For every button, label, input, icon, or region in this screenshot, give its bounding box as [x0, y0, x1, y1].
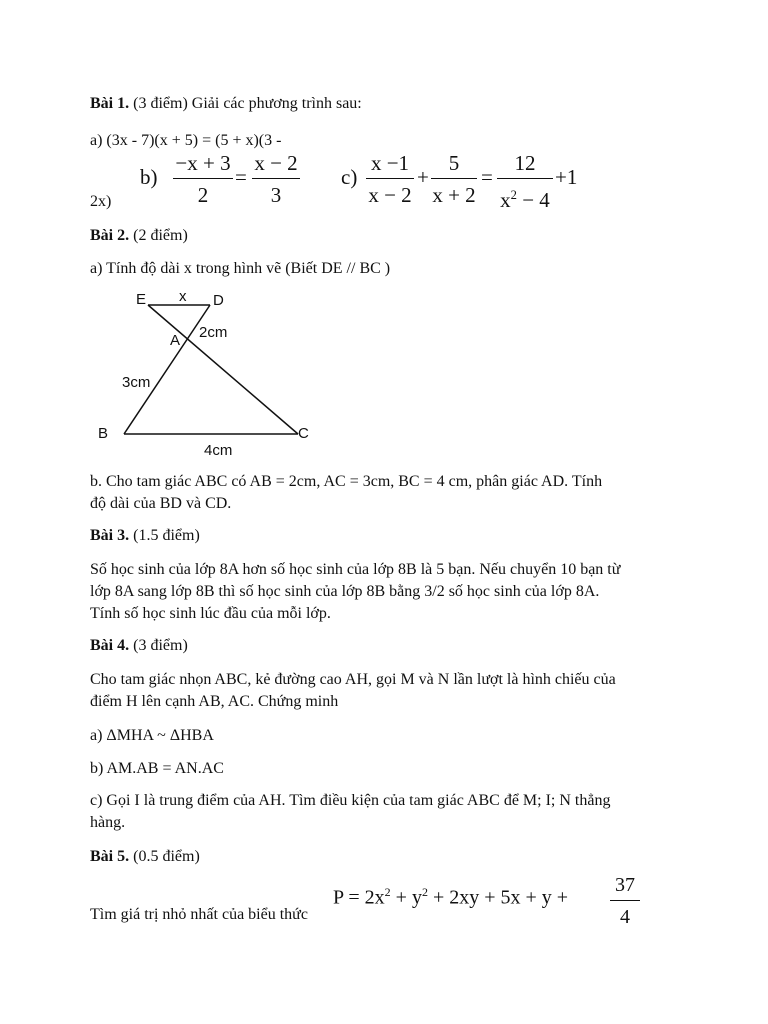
- text-line: điểm H lên cạnh AB, AC. Chứng minh: [90, 693, 339, 710]
- bai5-text: Tìm giá trị nhỏ nhất của biểu thức: [90, 906, 308, 923]
- text-line: hàng.: [90, 814, 126, 831]
- bai2-a-text: a) Tính độ dài x trong hình vẽ (Biết DE // BC ): [90, 260, 391, 277]
- bai3-title: Bài 3.: [90, 527, 130, 544]
- fraction-denominator: x + 2: [432, 183, 476, 207]
- fraction-denominator: 2: [197, 183, 209, 207]
- denominator-exponent: 2: [510, 188, 517, 202]
- fraction-numerator: 12: [497, 150, 553, 179]
- exponent: 2: [384, 885, 391, 899]
- bai5-title: Bài 5.: [90, 848, 130, 865]
- fraction-numerator: 37: [610, 872, 640, 901]
- text-line: Cho tam giác nhọn ABC, kẻ đường cao AH, gọi M và N lần lượt là hình chiếu của: [90, 671, 616, 688]
- bai1-c-tail: +1: [555, 165, 578, 189]
- bai1-b-label: b): [140, 165, 158, 189]
- segment-DB: [124, 305, 210, 434]
- bai3-heading: [90, 526, 200, 546]
- point-label-C: C: [298, 425, 309, 442]
- bai4-b: b) AM.AB = AN.AC: [90, 760, 224, 777]
- bai4-paragraph: [90, 669, 680, 713]
- bai1-a-continuation: 2x): [90, 193, 112, 210]
- point-label-E: E: [136, 291, 147, 308]
- fraction-denominator: 4: [620, 906, 630, 928]
- point-label-D: D: [213, 292, 224, 309]
- bai5-fraction: [610, 872, 640, 930]
- bai1-title: Bài 1.: [90, 95, 130, 112]
- expression-part: + 2xy + 5x + y +: [427, 886, 569, 909]
- bai5-heading: [90, 847, 200, 867]
- equals-sign: =: [481, 165, 493, 189]
- length-label-AD: 2cm: [199, 324, 228, 341]
- bai2-b-paragraph: [90, 471, 680, 515]
- bai5-expression: [333, 885, 568, 910]
- fraction-denominator: x − 2: [368, 183, 412, 207]
- bai4-heading: [90, 636, 188, 656]
- text-line: lớp 8A sang lớp 8B thì số học sinh của lớp 8B bằng 3/2 số học sinh của lớp 8A.: [90, 583, 600, 600]
- bai4-c-paragraph: [90, 790, 680, 834]
- bai1-a-text: a) (3x - 7)(x + 5) = (5 + x)(3 -: [90, 132, 282, 149]
- expression-part: P = 2x: [333, 886, 385, 909]
- text-line: b. Cho tam giác ABC có AB = 2cm, AC = 3cm, BC = 4 cm, phân giác AD. Tính: [90, 473, 603, 490]
- point-label-B: B: [98, 425, 109, 442]
- length-label-x: x: [179, 288, 187, 305]
- expression-part: + y: [390, 886, 422, 909]
- text-line: c) Gọi I là trung điểm của AH. Tìm điều kiện của tam giác ABC để M; I; N thẳng: [90, 792, 611, 809]
- bai1-c-label: c): [341, 165, 358, 189]
- length-label-BC: 4cm: [204, 442, 233, 459]
- bai2-meta: (2 điểm): [133, 227, 188, 244]
- text-line: độ dài của BD và CD.: [90, 495, 232, 512]
- fraction-numerator: x −1: [366, 150, 414, 179]
- fraction-denominator: 3: [270, 183, 282, 207]
- denominator-rest: − 4: [516, 188, 550, 212]
- bai4-a: a) ΔMHA ~ ΔHBA: [90, 727, 214, 744]
- bai4-title: Bài 4.: [90, 637, 130, 654]
- bai3-paragraph: [90, 559, 680, 625]
- bai4-meta: (3 điểm): [133, 637, 188, 654]
- bai5-meta: (0.5 điểm): [133, 848, 200, 865]
- equals-sign: =: [235, 165, 247, 189]
- plus-sign: +: [417, 165, 429, 189]
- fraction-numerator: x − 2: [252, 150, 300, 179]
- point-label-A: A: [170, 332, 181, 349]
- text-line: Số học sinh của lớp 8A hơn số học sinh của lớp 8B là 5 bạn. Nếu chuyển 10 bạn từ: [90, 561, 621, 578]
- denominator-base: x: [500, 188, 511, 212]
- bai2-title: Bài 2.: [90, 227, 130, 244]
- bai1-meta: (3 điểm) Giải các phương trình sau:: [133, 95, 362, 112]
- fraction-numerator: 5: [431, 150, 477, 179]
- bai3-meta: (1.5 điểm): [133, 527, 200, 544]
- text-line: Tính số học sinh lúc đầu của mỗi lớp.: [90, 605, 331, 622]
- fraction-numerator: −x + 3: [173, 150, 233, 179]
- exponent: 2: [421, 885, 428, 899]
- triangle-figure: [0, 0, 768, 470]
- length-label-AB: 3cm: [122, 374, 151, 391]
